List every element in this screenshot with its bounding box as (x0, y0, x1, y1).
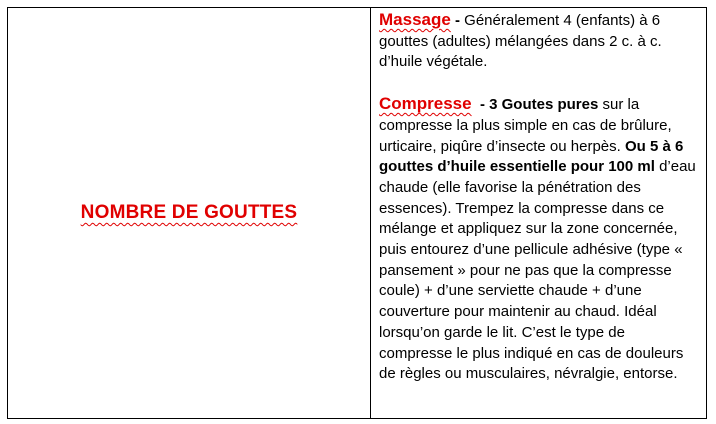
compresse-paragraph (379, 94, 700, 385)
compresse-bold-1: 3 Goutes pures (489, 96, 599, 114)
compresse-keyword: Compresse (379, 94, 472, 114)
content-cell (371, 8, 706, 418)
heading-label: NOMBRE DE GOUTTES (80, 202, 298, 223)
paragraph-gap (379, 73, 700, 94)
dosage-table (7, 7, 707, 419)
massage-keyword: Massage (379, 10, 451, 29)
compresse-text-1: sur la compresse la plus simple en cas de brûlure, urticaire, piqûre d’insecte ou herpès. (379, 96, 672, 155)
compresse-text-2: d’eau chaude (elle favorise la pénétration des essences). Trempez la compresse dans ce mélange et appliquez sur la zone concernée, puis entourez d’une pellicule adhésive (type « pansement » pour ne pas que la compresse coule) + d’une serviette chaude + d’une couverture pour maintenir au chaud. Idéal lorsqu’on garde le lit. C’est le type de compresse le plus indiqué en cas de douleurs de règles ou musculaires, névralgie, entorse. (379, 158, 696, 383)
massage-text: Généralement 4 (enfants) à 6 gouttes (adultes) mélangées dans 2 c. à c. d’huile végétale. (379, 12, 662, 71)
massage-separator: - (450, 12, 465, 29)
heading-cell (8, 8, 371, 418)
massage-paragraph (379, 10, 700, 73)
compresse-separator: - (471, 96, 490, 114)
compresse-bold-2: Ou 5 à 6 gouttes d’huile essentielle pour 100 ml (379, 137, 684, 176)
